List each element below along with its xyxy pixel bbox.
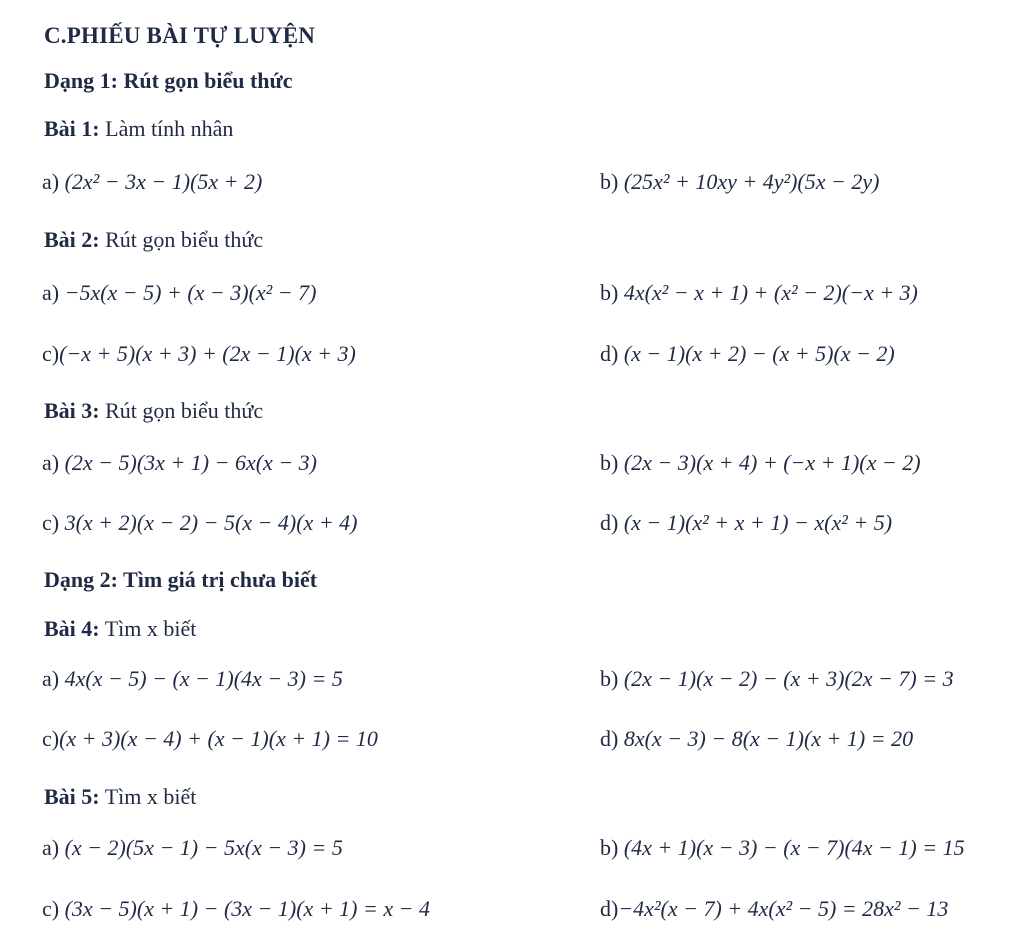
item-label: b) — [600, 450, 619, 475]
exercise-instruction: Làm tính nhân — [99, 116, 234, 141]
item-label: b) — [600, 666, 619, 691]
exercise-5-item-d — [600, 898, 948, 920]
item-expression: (x − 2)(5x − 1) − 5x(x − 3) = 5 — [64, 835, 343, 860]
exercise-2-heading — [44, 229, 263, 251]
exercise-5-item-c — [42, 898, 430, 920]
item-label: a) — [42, 280, 60, 305]
exercise-3-heading — [44, 400, 263, 422]
exercise-1-item-b — [600, 171, 879, 193]
item-expression: 3(x + 2)(x − 2) − 5(x − 4)(x + 4) — [64, 510, 358, 535]
exercise-instruction: Rút gọn biểu thức — [99, 227, 264, 252]
exercise-3-item-c — [42, 512, 358, 534]
exercise-4-item-d — [600, 728, 913, 750]
item-label: c) — [42, 896, 60, 921]
item-label: b) — [600, 280, 619, 305]
exercise-instruction: Tìm x biết — [99, 784, 197, 809]
item-expression: (25x² + 10xy + 4y²)(5x − 2y) — [623, 169, 880, 194]
exercise-2-item-c — [42, 343, 356, 365]
item-expression: −5x(x − 5) + (x − 3)(x² − 7) — [64, 280, 317, 305]
item-expression: (−x + 5)(x + 3) + (2x − 1)(x + 3) — [59, 341, 356, 366]
exercise-3-item-a — [42, 452, 317, 474]
exercise-5-item-a — [42, 837, 343, 859]
item-expression: (x + 3)(x − 4) + (x − 1)(x + 1) = 10 — [59, 726, 378, 751]
item-label: b) — [600, 835, 619, 860]
exercise-1-item-a — [42, 171, 262, 193]
item-expression: (2x − 3)(x + 4) + (−x + 1)(x − 2) — [623, 450, 921, 475]
exercise-4-heading — [44, 618, 196, 640]
item-expression: (4x + 1)(x − 3) − (x − 7)(4x − 1) = 15 — [623, 835, 965, 860]
section-heading-2: Dạng 2: Tìm giá trị chưa biết — [44, 567, 318, 592]
exercise-5-item-b — [600, 837, 965, 859]
item-label: a) — [42, 169, 60, 194]
item-label: d) — [600, 896, 619, 921]
exercise-4-item-a — [42, 668, 343, 690]
exercise-3-item-b — [600, 452, 921, 474]
exercise-instruction: Rút gọn biểu thức — [99, 398, 264, 423]
item-label: d) — [600, 341, 619, 366]
exercise-2-item-a — [42, 282, 316, 304]
item-label: a) — [42, 666, 60, 691]
section-heading-1: Dạng 1: Rút gọn biểu thức — [44, 68, 293, 93]
exercise-number: Bài 3: — [44, 398, 100, 423]
exercise-instruction: Tìm x biết — [99, 616, 197, 641]
item-expression: 8x(x − 3) − 8(x − 1)(x + 1) = 20 — [623, 726, 914, 751]
exercise-number: Bài 4: — [44, 616, 100, 641]
exercise-5-heading — [44, 786, 196, 808]
exercise-2-item-d — [600, 343, 895, 365]
item-label: a) — [42, 835, 60, 860]
item-label: d) — [600, 726, 619, 751]
page-title: C.PHIẾU BÀI TỰ LUYỆN — [44, 23, 316, 48]
item-label: a) — [42, 450, 60, 475]
item-expression: (2x − 5)(3x + 1) − 6x(x − 3) — [64, 450, 317, 475]
item-expression: 4x(x − 5) − (x − 1)(4x − 3) = 5 — [64, 666, 343, 691]
item-label: c) — [42, 726, 60, 751]
item-expression: −4x²(x − 7) + 4x(x² − 5) = 28x² − 13 — [618, 896, 949, 921]
exercise-number: Bài 2: — [44, 227, 100, 252]
exercise-number: Bài 1: — [44, 116, 100, 141]
exercise-number: Bài 5: — [44, 784, 100, 809]
item-expression: 4x(x² − x + 1) + (x² − 2)(−x + 3) — [623, 280, 918, 305]
item-label: c) — [42, 341, 60, 366]
item-label: c) — [42, 510, 60, 535]
item-expression: (3x − 5)(x + 1) − (3x − 1)(x + 1) = x − 4 — [64, 896, 430, 921]
exercise-2-item-b — [600, 282, 918, 304]
item-expression: (2x² − 3x − 1)(5x + 2) — [64, 169, 263, 194]
item-expression: (x − 1)(x² + x + 1) − x(x² + 5) — [623, 510, 893, 535]
exercise-4-item-b — [600, 668, 954, 690]
exercise-3-item-d — [600, 512, 892, 534]
exercise-4-item-c — [42, 728, 378, 750]
item-label: d) — [600, 510, 619, 535]
exercise-1-heading — [44, 118, 233, 140]
item-label: b) — [600, 169, 619, 194]
item-expression: (x − 1)(x + 2) − (x + 5)(x − 2) — [623, 341, 895, 366]
item-expression: (2x − 1)(x − 2) − (x + 3)(2x − 7) = 3 — [623, 666, 954, 691]
